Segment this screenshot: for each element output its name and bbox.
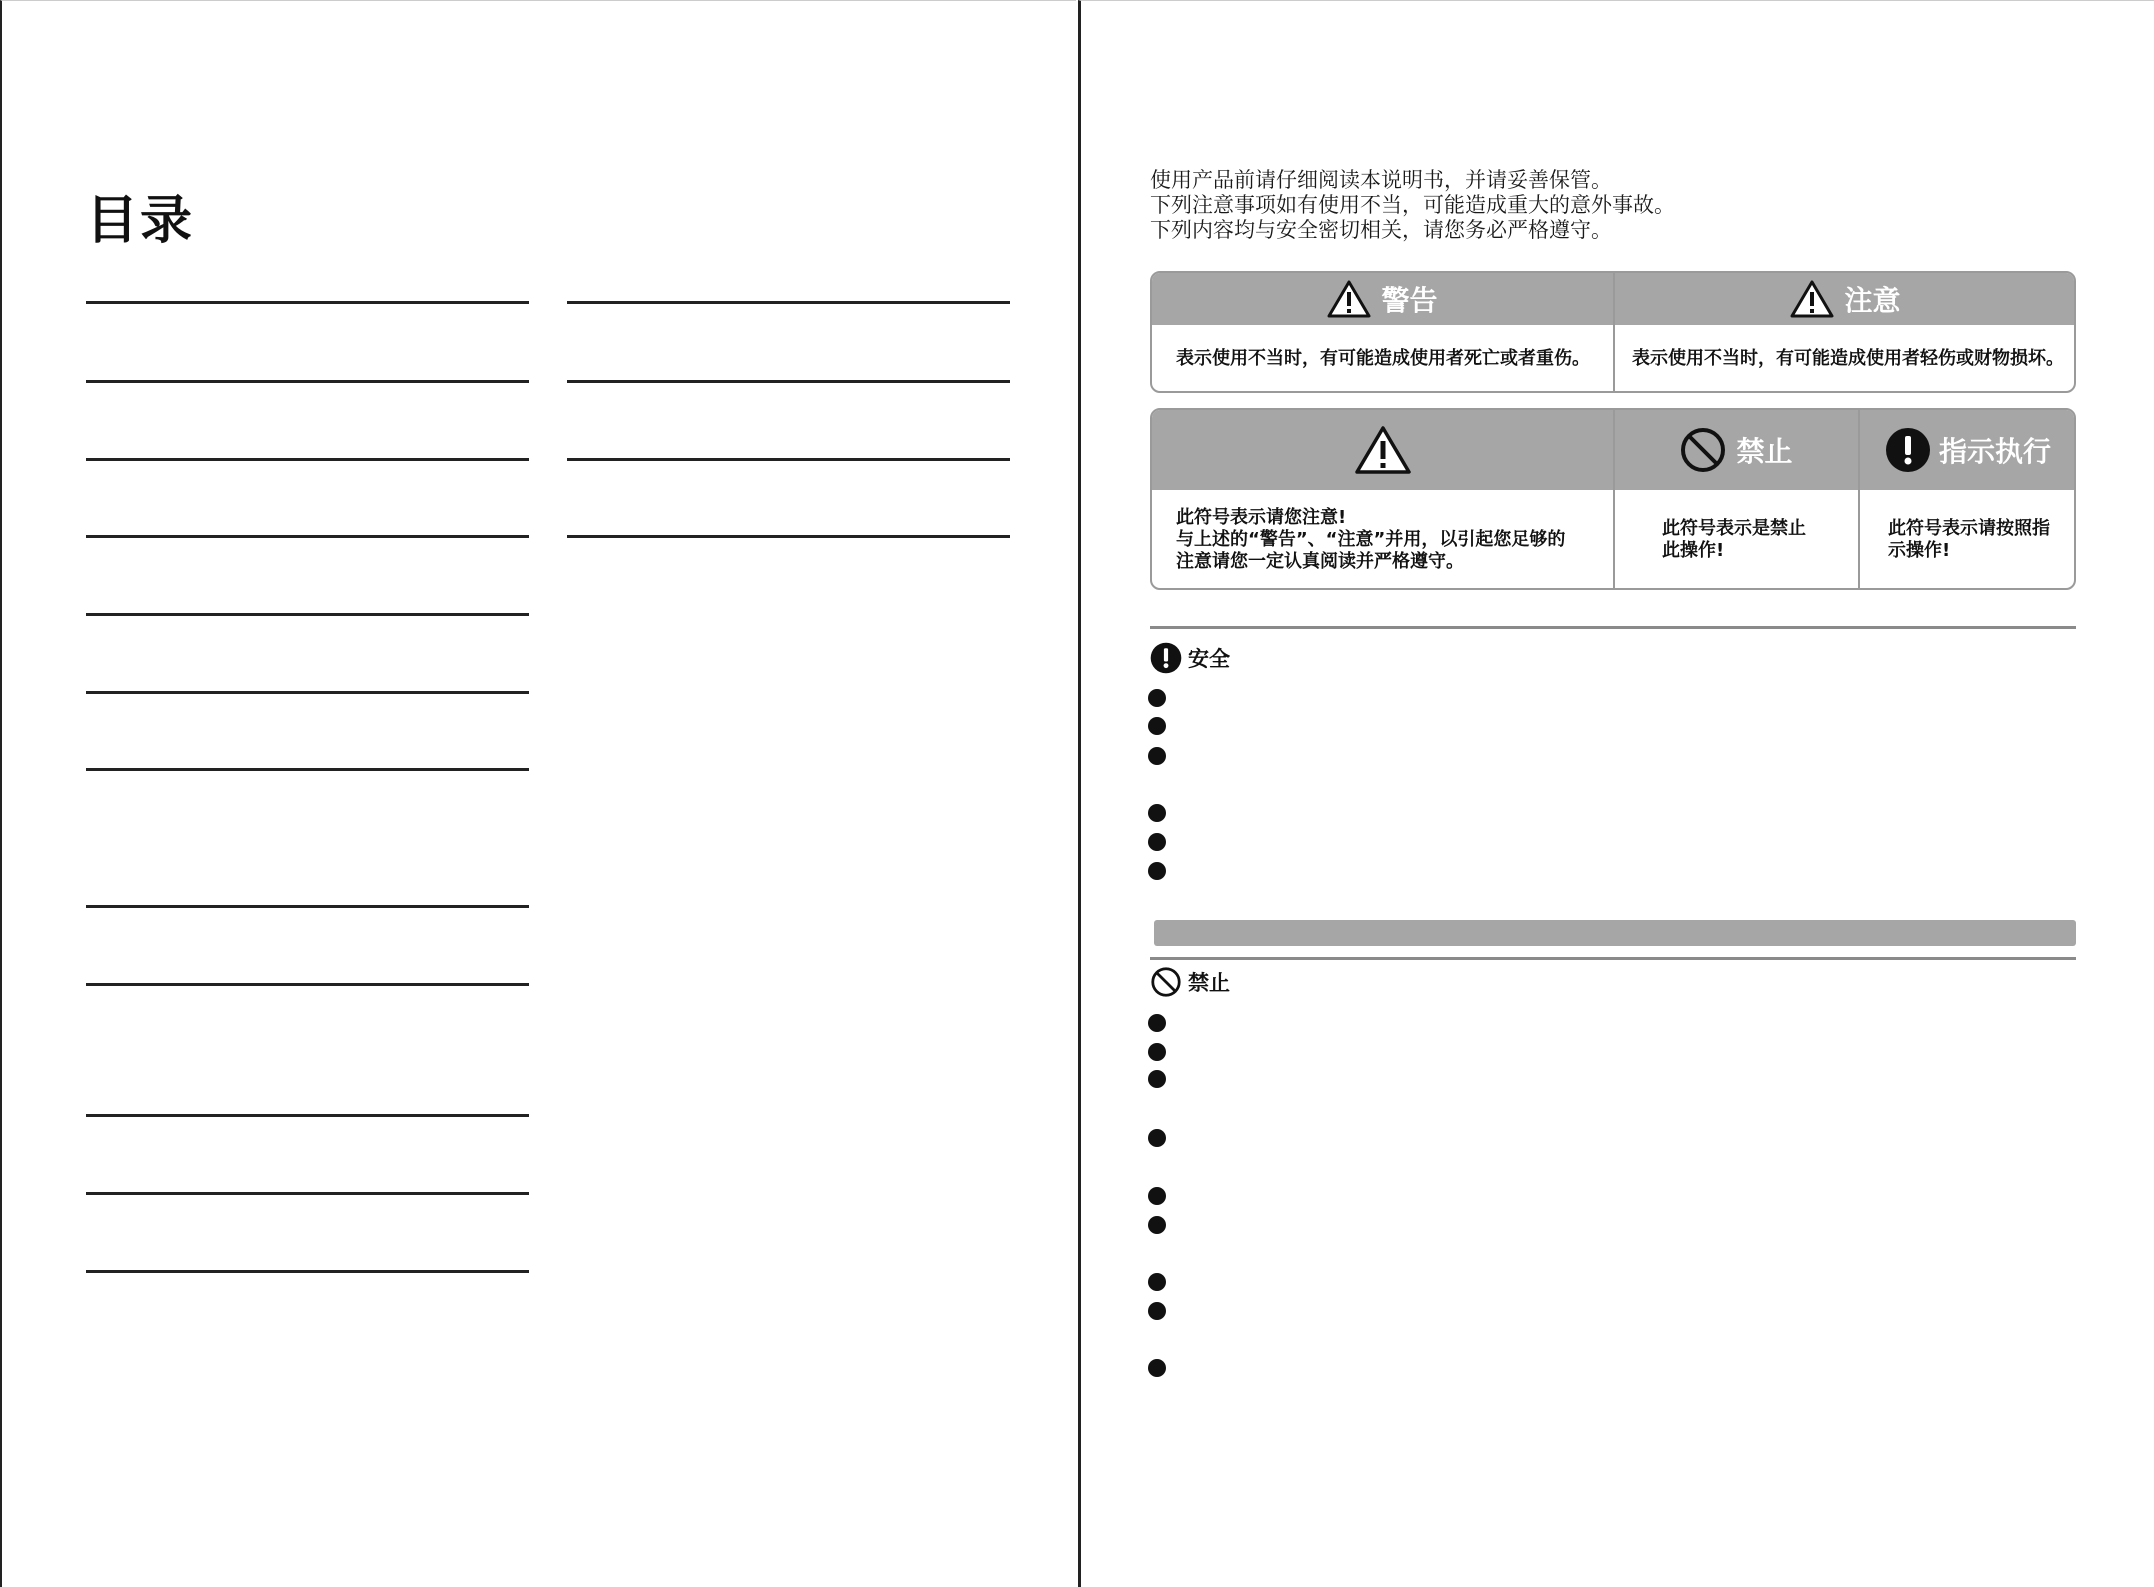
toc-entry-line — [86, 380, 529, 383]
mandatory-description — [1888, 490, 2074, 590]
warning-triangle-icon — [1790, 279, 1834, 319]
toc-entry-line — [86, 301, 529, 304]
list-bullet — [1148, 1070, 1166, 1088]
prohibit-label: 禁止 — [1736, 435, 1793, 468]
warning-triangle-icon — [1327, 279, 1371, 319]
warning-label: 警告 — [1381, 284, 1438, 317]
toc-entry-line — [567, 301, 1010, 304]
section-divider — [1150, 626, 2076, 629]
prohibit-desc-line: 此操作! — [1662, 540, 1725, 561]
toc-entry-line — [86, 691, 529, 694]
section-divider — [1150, 957, 2076, 960]
toc-entry-line — [86, 535, 529, 538]
warning-caution-table — [1150, 271, 2076, 393]
safety-section-label — [1150, 642, 1230, 674]
list-bullet — [1148, 833, 1166, 851]
caution-header — [1615, 273, 2076, 325]
attention-header — [1152, 410, 1613, 490]
exclamation-circle-icon — [1885, 427, 1931, 473]
toc-entry-line — [86, 1270, 529, 1273]
safety-label: 安全 — [1188, 647, 1230, 671]
toc-entry-line — [567, 535, 1010, 538]
prohibited-section-label — [1150, 966, 1230, 998]
list-bullet — [1148, 862, 1166, 880]
attention-desc-line: 此符号表示请您注意! — [1176, 507, 1347, 528]
toc-entry-line — [86, 1114, 529, 1117]
mandatory-header — [1860, 410, 2076, 490]
toc-entry-line — [86, 905, 529, 908]
mandatory-desc-line: 此符号表示请按照指 — [1888, 518, 2050, 539]
toc-entry-line — [567, 458, 1010, 461]
toc-title: 目录 — [86, 191, 195, 251]
list-bullet — [1148, 1187, 1166, 1205]
prohibition-circle-icon — [1150, 966, 1182, 998]
exclamation-circle-icon — [1150, 642, 1182, 674]
list-bullet — [1148, 1014, 1166, 1032]
list-bullet — [1148, 1273, 1166, 1291]
caution-label: 注意 — [1844, 284, 1901, 317]
symbol-table — [1150, 408, 2076, 590]
list-bullet — [1148, 747, 1166, 765]
section-header-bar — [1154, 920, 2076, 946]
prohibit-description — [1662, 490, 1852, 590]
intro-line: 使用产品前请仔细阅读本说明书，并请妥善保管。 — [1150, 168, 1612, 192]
intro-line: 下列内容均与安全密切相关，请您务必严格遵守。 — [1150, 218, 1612, 242]
warning-triangle-icon — [1354, 424, 1412, 476]
list-bullet — [1148, 1043, 1166, 1061]
attention-desc-line: 注意请您一定认真阅读并严格遵守。 — [1176, 551, 1464, 572]
prohibit-header — [1615, 410, 1858, 490]
warning-header — [1152, 273, 1613, 325]
toc-entry-line — [86, 768, 529, 771]
toc-entry-line — [86, 613, 529, 616]
toc-entry-line — [86, 458, 529, 461]
intro-line: 下列注意事项如有使用不当，可能造成重大的意外事故。 — [1150, 193, 1675, 217]
caution-description: 表示使用不当时，有可能造成使用者轻伤或财物损坏。 — [1632, 348, 2064, 369]
prohibition-circle-icon — [1680, 427, 1726, 473]
prohibited-label: 禁止 — [1188, 971, 1230, 995]
prohibit-desc-line: 此符号表示是禁止 — [1662, 518, 1806, 539]
mandatory-label: 指示执行 — [1938, 435, 2051, 468]
list-bullet — [1148, 1302, 1166, 1320]
toc-entry-line — [86, 983, 529, 986]
mandatory-desc-line: 示操作! — [1888, 540, 1951, 561]
attention-description — [1176, 490, 1606, 590]
intro-text — [1150, 168, 1675, 243]
list-bullet — [1148, 1129, 1166, 1147]
list-bullet — [1148, 804, 1166, 822]
toc-entry-line — [86, 1192, 529, 1195]
toc-entry-line — [567, 380, 1010, 383]
warning-description: 表示使用不当时，有可能造成使用者死亡或者重伤。 — [1176, 348, 1590, 369]
list-bullet — [1148, 689, 1166, 707]
attention-desc-line: 与上述的“警告”、“注意”并用，以引起您足够的 — [1176, 529, 1566, 550]
list-bullet — [1148, 717, 1166, 735]
list-bullet — [1148, 1359, 1166, 1377]
list-bullet — [1148, 1216, 1166, 1234]
